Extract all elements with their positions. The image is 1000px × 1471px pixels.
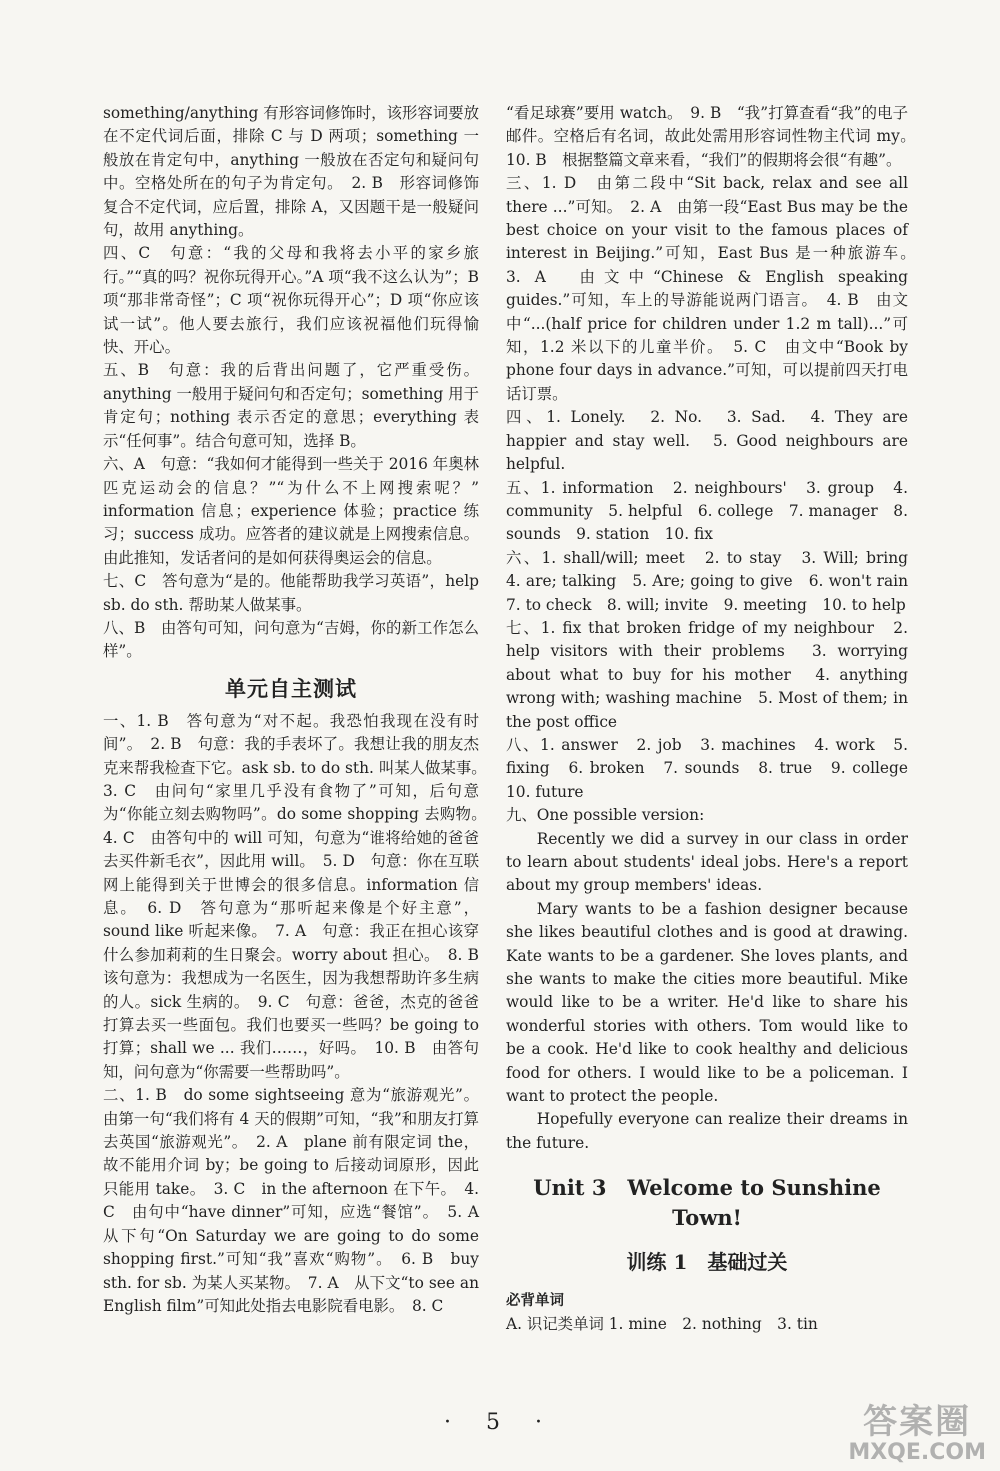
answer-paragraph: 九、One possible version: <box>506 806 705 825</box>
watermark-url: MXQE.COM <box>848 1440 986 1465</box>
answer-paragraph: “看足球赛”要用 watch。 9. B “我”打算查看“我”的电子邮件。空格后有名词，故此处需用形容词性物主代词 my。 10. B 根据整篇文章来看，“我们”的假期将会很“有趣”。 <box>506 104 924 169</box>
essay-paragraph: Recently we did a survey in our class in order to learn about students' ideal jobs. Here's a report about my group members' ideas. <box>506 829 908 895</box>
answer-paragraph: 七、C 答句意为“是的。他能帮助我学习英语”，help sb. do sth. 帮助某人做某事。 <box>103 572 479 614</box>
answer-paragraph: 六、1. shall/will; meet 2. to stay 3. Will; bring 4. are; talking 5. Are; going to give 6. won't rain 7. to check 8. will; invite 9. meeting 10. to help <box>506 548 924 614</box>
answer-paragraph: 四、C 句意：“我的父母和我将去小平的家乡旅行。”“真的吗？祝你玩得开心。”A 项“我不这么认为”；B 项“那非常奇怪”；C 项“祝你玩得开心”；D 项“你应该试一试”。他人要去旅行，我们应该祝福他们玩得愉快、开心。 <box>103 244 479 357</box>
answer-paragraph: 七、1. fix that broken fridge of my neighbour 2. help visitors with their problems 3. worrying about what to buy for his mother 4. anything wrong with; washing machine 5. Most of them; in the post office <box>506 618 908 731</box>
answer-paragraph: something/anything 有形容词修饰时，该形容词要放在不定代词后面，排除 C 与 D 两项；something 一般放在肯定句中，anything 一般放在否定句和疑问句中。空格处所在的句子为肯定句。 2. B 形容词修饰复合不定代词，应后置，排除 A，又因题干是一般疑问句，故用 anything。 <box>103 104 479 240</box>
must-recite-label: 必背单词 <box>506 1292 564 1310</box>
watermark-logo <box>848 1403 986 1465</box>
essay-paragraph: Mary wants to be a fashion designer because she likes beautiful clothes and is good at drawing. Kate wants to be a gardener. She loves plants, and she wants to make the cities more beautiful. Mike would like to be a writer. He'd like to share his wonderful stories with others. Tom would like to be a cook. He'd like to cook healthy and delicious food for others. I would like to be a policeman. I want to protect the people. <box>506 899 908 1106</box>
answer-paragraph: 四、1. Lonely. 2. No. 3. Sad. 4. They are happier and stay well. 5. Good neighbours are helpful. <box>506 408 908 474</box>
answer-paragraph: 八、1. answer 2. job 3. machines 4. work 5. fixing 6. broken 7. sounds 8. true 9. college 10. future <box>506 735 924 801</box>
answer-paragraph: 六、A 句意：“我如何才能得到一些关于 2016 年奥林匹克运动会的信息？”“为什么不上网搜索呢？” information 信息；experience 体验；practice 练习；success 成功。应答者的建议就是上网搜索信息。由此推知，发话者问的是如何获得奥运会的信息。 <box>103 455 479 567</box>
unit-heading: Unit 3 Welcome to Sunshine Town! <box>533 1175 881 1231</box>
word-list: A. 识记类单词 1. mine 2. nothing 3. tin <box>506 1314 818 1333</box>
answer-paragraph: 八、B 由答句可知，问句意为“吉姆，你的新工作怎么样”。 <box>103 618 479 661</box>
right-column <box>506 102 924 1336</box>
left-column <box>103 102 495 1318</box>
answer-paragraph: 二、1. B do some sightseeing 意为“旅游观光”。由第一句“我们将有 4 天的假期”可知，“我”和朋友打算去英国“旅游观光”。 2. A plane 前有限定词 the，故不能用介词 by；be going to 后接动词原形，因此只能用 take。 3. C in the afternoon 在下午。 4. C 由句中“have dinner”可知，应选“餐馆”。 5. A 从下句“On Saturday we are going to do some shopping first.”可知“我”喜欢“购物”。 6. B buy sth. for sb. 为某人买某物。 7. A 从下文“to see an English film”可知此处指去电影院看电影。 8. C <box>103 1086 495 1315</box>
answer-paragraph: 五、B 句意：我的后背出问题了，它严重受伤。anything 一般用于疑问句和否定句；something 用于肯定句；nothing 表示否定的意思；everything 表示“任何事”。结合句意可知，选择 B。 <box>103 361 479 450</box>
answer-paragraph: 三、1. D 由第二段中“Sit back, relax and see all there ...”可知。 2. A 由第一段“East Bus may be the best choice on your visit to the famous places of interest in Beijing.”可知，East Bus 是一种旅游车。 3. A 由文中“Chinese & English speaking guides.”可知，车上的导游能说两门语言。 4. B 由文中“...(half price for children under 1.2 m tall)...”可知，1.2 米以下的儿童半价。 5. C 由文中“Book by phone four days in advance.”可知，可以提前四天打电话订票。 <box>506 174 924 403</box>
answer-paragraph: 一、1. B 答句意为“对不起。我恐怕我现在没有时间”。 2. B 句意：我的手表坏了。我想让我的朋友杰克来帮我检查下它。ask sb. to do sth. 叫某人做某事。 3. C 由问句“家里几乎没有食物了”可知，后句意为“你能立刻去购物吗”。do some shopping 去购物。 4. C 由答句中的 will 可知，句意为“谁将给她的爸爸去买件新毛衣”，因此用 will。 5. D 句意：你在互联网上能得到关于世博会的很多信息。information 信息。 6. D 答句意为“那听起来像是个好主意”，sound like 听起来像。 7. A 句意：我正在担心该穿什么参加莉莉的生日聚会。worry about 担心。 8. B 该句意为：我想成为一名医生，因为我想帮助许多生病的人。sick 生病的。 9. C 句意：爸爸，杰克的爸爸打算去买一些面包。我们也要买一些吗？be going to 打算；shall we ... 我们……，好吗。 10. B 由答句知，问句意为“你需要一些帮助吗”。 <box>103 711 495 1081</box>
training-heading: 训练 1 基础过关 <box>626 1250 788 1275</box>
page-number: · 5 · <box>444 1410 556 1435</box>
answer-paragraph: 五、1. information 2. neighbours' 3. group 4. community 5. helpful 6. college 7. manager 8. sounds 9. station 10. fix <box>506 478 908 544</box>
essay-paragraph: Hopefully everyone can realize their dreams in the future. <box>506 1110 908 1152</box>
section-heading: 单元自主测试 <box>225 675 357 701</box>
watermark-text: 答案圈 <box>863 1402 972 1442</box>
